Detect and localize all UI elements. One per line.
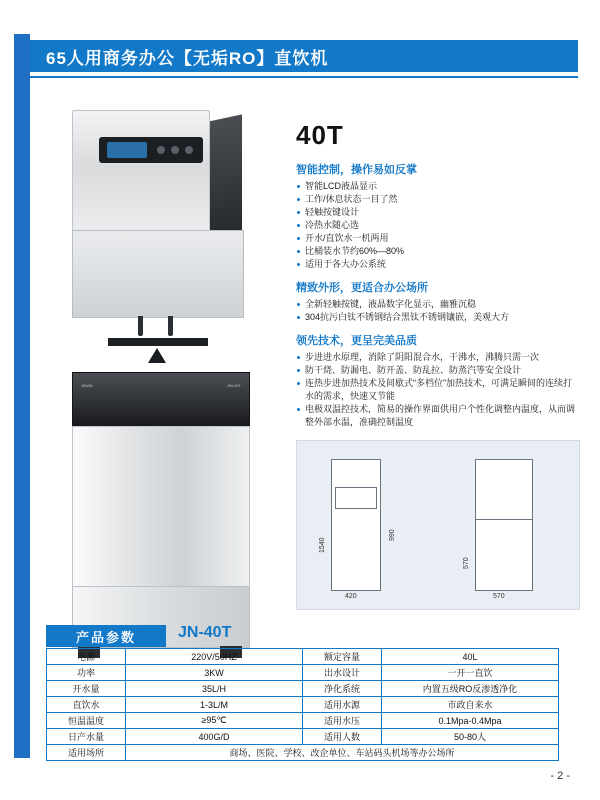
param-label: 直饮水	[47, 697, 126, 713]
param-value: 50-80人	[382, 729, 559, 745]
dim-lower-height: 570	[463, 557, 470, 569]
param-value: 40L	[382, 649, 559, 665]
left-accent-bar	[14, 34, 30, 758]
list-item: 连热步进加热技术及间歇式“多档位”加热技术，可满足瞬间的连续打水的需求，快速又节能	[296, 377, 578, 403]
page-number: - 2 -	[550, 770, 570, 782]
tap-cold	[168, 316, 173, 336]
dim-upper-height: 990	[389, 529, 396, 541]
section-3-list	[296, 351, 578, 429]
param-value: 0.1Mpa-0.4Mpa	[382, 713, 559, 729]
param-value: 400G/D	[126, 729, 303, 745]
list-item: 开水/直饮水一机两用	[296, 232, 578, 245]
param-table-model: JN-40T	[178, 624, 232, 641]
section-2-list	[296, 298, 578, 324]
table-row	[47, 713, 559, 729]
table-row	[47, 681, 559, 697]
list-item: 轻触按键设计	[296, 206, 578, 219]
parameters-table	[46, 648, 559, 761]
lcd-display	[99, 137, 203, 163]
lcd-screen	[107, 142, 147, 158]
banner-title: 65人用商务办公【无垢RO】直饮机	[46, 48, 329, 68]
list-item: 智能LCD液晶显示	[296, 180, 578, 193]
cabinet-upper	[72, 426, 250, 588]
section-1-list	[296, 180, 578, 271]
tap-hot	[138, 316, 143, 336]
control-dot-2	[171, 146, 179, 154]
param-label: 开水量	[47, 681, 126, 697]
list-item: 全新轻触按键，液晶数字化显示，幽雅沉稳	[296, 298, 578, 311]
param-label: 电源	[47, 649, 126, 665]
front-view-panel	[335, 487, 377, 509]
param-label: 适用水源	[303, 697, 382, 713]
param-value: 220V/50HZ	[126, 649, 303, 665]
warning-triangle-icon	[148, 348, 166, 363]
param-value: 市政自来水	[382, 697, 559, 713]
param-value: 1-3L/M	[126, 697, 303, 713]
list-item: 冷热水随心选	[296, 219, 578, 232]
side-view-upper	[475, 459, 533, 521]
dimension-diagram	[296, 440, 580, 610]
list-item: 电极双温控技术，简易的操作界面供用户个性化调整内温度，从而调整外部水温，准确控制温度	[296, 403, 578, 429]
table-row	[47, 665, 559, 681]
control-panel	[72, 372, 250, 428]
dispenser-side-shadow	[208, 114, 242, 247]
product-image	[62, 110, 262, 610]
front-view-outline	[331, 459, 381, 591]
drip-tray	[108, 338, 208, 346]
model-title: 40T	[296, 120, 344, 150]
header-banner	[30, 40, 578, 72]
tap-group	[124, 316, 194, 338]
table-row	[47, 697, 559, 713]
product-description	[296, 120, 578, 429]
param-label: 额定容量	[303, 649, 382, 665]
param-label: 净化系统	[303, 681, 382, 697]
param-value: 一开一直饮	[382, 665, 559, 681]
dispenser-top-housing	[72, 110, 210, 234]
param-label: 日产水量	[47, 729, 126, 745]
param-value: 内置五级RO反渗透净化	[382, 681, 559, 697]
control-dot-1	[157, 146, 165, 154]
panel-right-label: JIN-40T	[226, 383, 241, 388]
param-label: 出水设计	[303, 665, 382, 681]
param-label: 恒温温度	[47, 713, 126, 729]
banner-underline	[30, 76, 578, 78]
param-table-title	[46, 625, 166, 647]
param-value: ≥95℃	[126, 713, 303, 729]
list-item: 比桶装水节约60%—80%	[296, 245, 578, 258]
param-label: 功率	[47, 665, 126, 681]
section-2-heading: 精致外形，更适合办公场所	[296, 282, 428, 294]
param-label: 适用人数	[303, 729, 382, 745]
list-item: 工作/休息状态一目了然	[296, 193, 578, 206]
dim-side-width: 570	[493, 593, 505, 600]
list-item: 304抗污白钛不锈钢结合黑钛不锈钢镶嵌，美观大方	[296, 311, 578, 324]
list-item: 防干烧、防漏电、防开盖、防乱拉、防蒸汽等安全设计	[296, 364, 578, 377]
table-row	[47, 729, 559, 745]
panel-left-label: JINAN	[81, 383, 93, 388]
dim-total-height: 1540	[319, 537, 326, 553]
side-view-lower	[475, 519, 533, 591]
section-3-heading: 领先技术，更呈完美品质	[296, 335, 417, 347]
table-row	[47, 745, 559, 761]
param-label: 适用水压	[303, 713, 382, 729]
param-label: 适用场所	[47, 745, 126, 761]
control-dot-3	[185, 146, 193, 154]
list-item: 适用于各大办公系统	[296, 258, 578, 271]
dispenser-mid-housing	[72, 230, 244, 318]
param-value: 35L/H	[126, 681, 303, 697]
list-item: 步进进水原理，消除了阴阳混合水，干沸水，沸腾只需一次	[296, 351, 578, 364]
param-value: 商场、医院、学校、改企单位、车站码头机场等办公场所	[126, 745, 559, 761]
table-row	[47, 649, 559, 665]
dim-front-width: 420	[345, 593, 357, 600]
section-1-heading: 智能控制，操作易如反掌	[296, 164, 417, 176]
param-table-title-text: 产品参数	[75, 629, 136, 645]
param-value: 3KW	[126, 665, 303, 681]
